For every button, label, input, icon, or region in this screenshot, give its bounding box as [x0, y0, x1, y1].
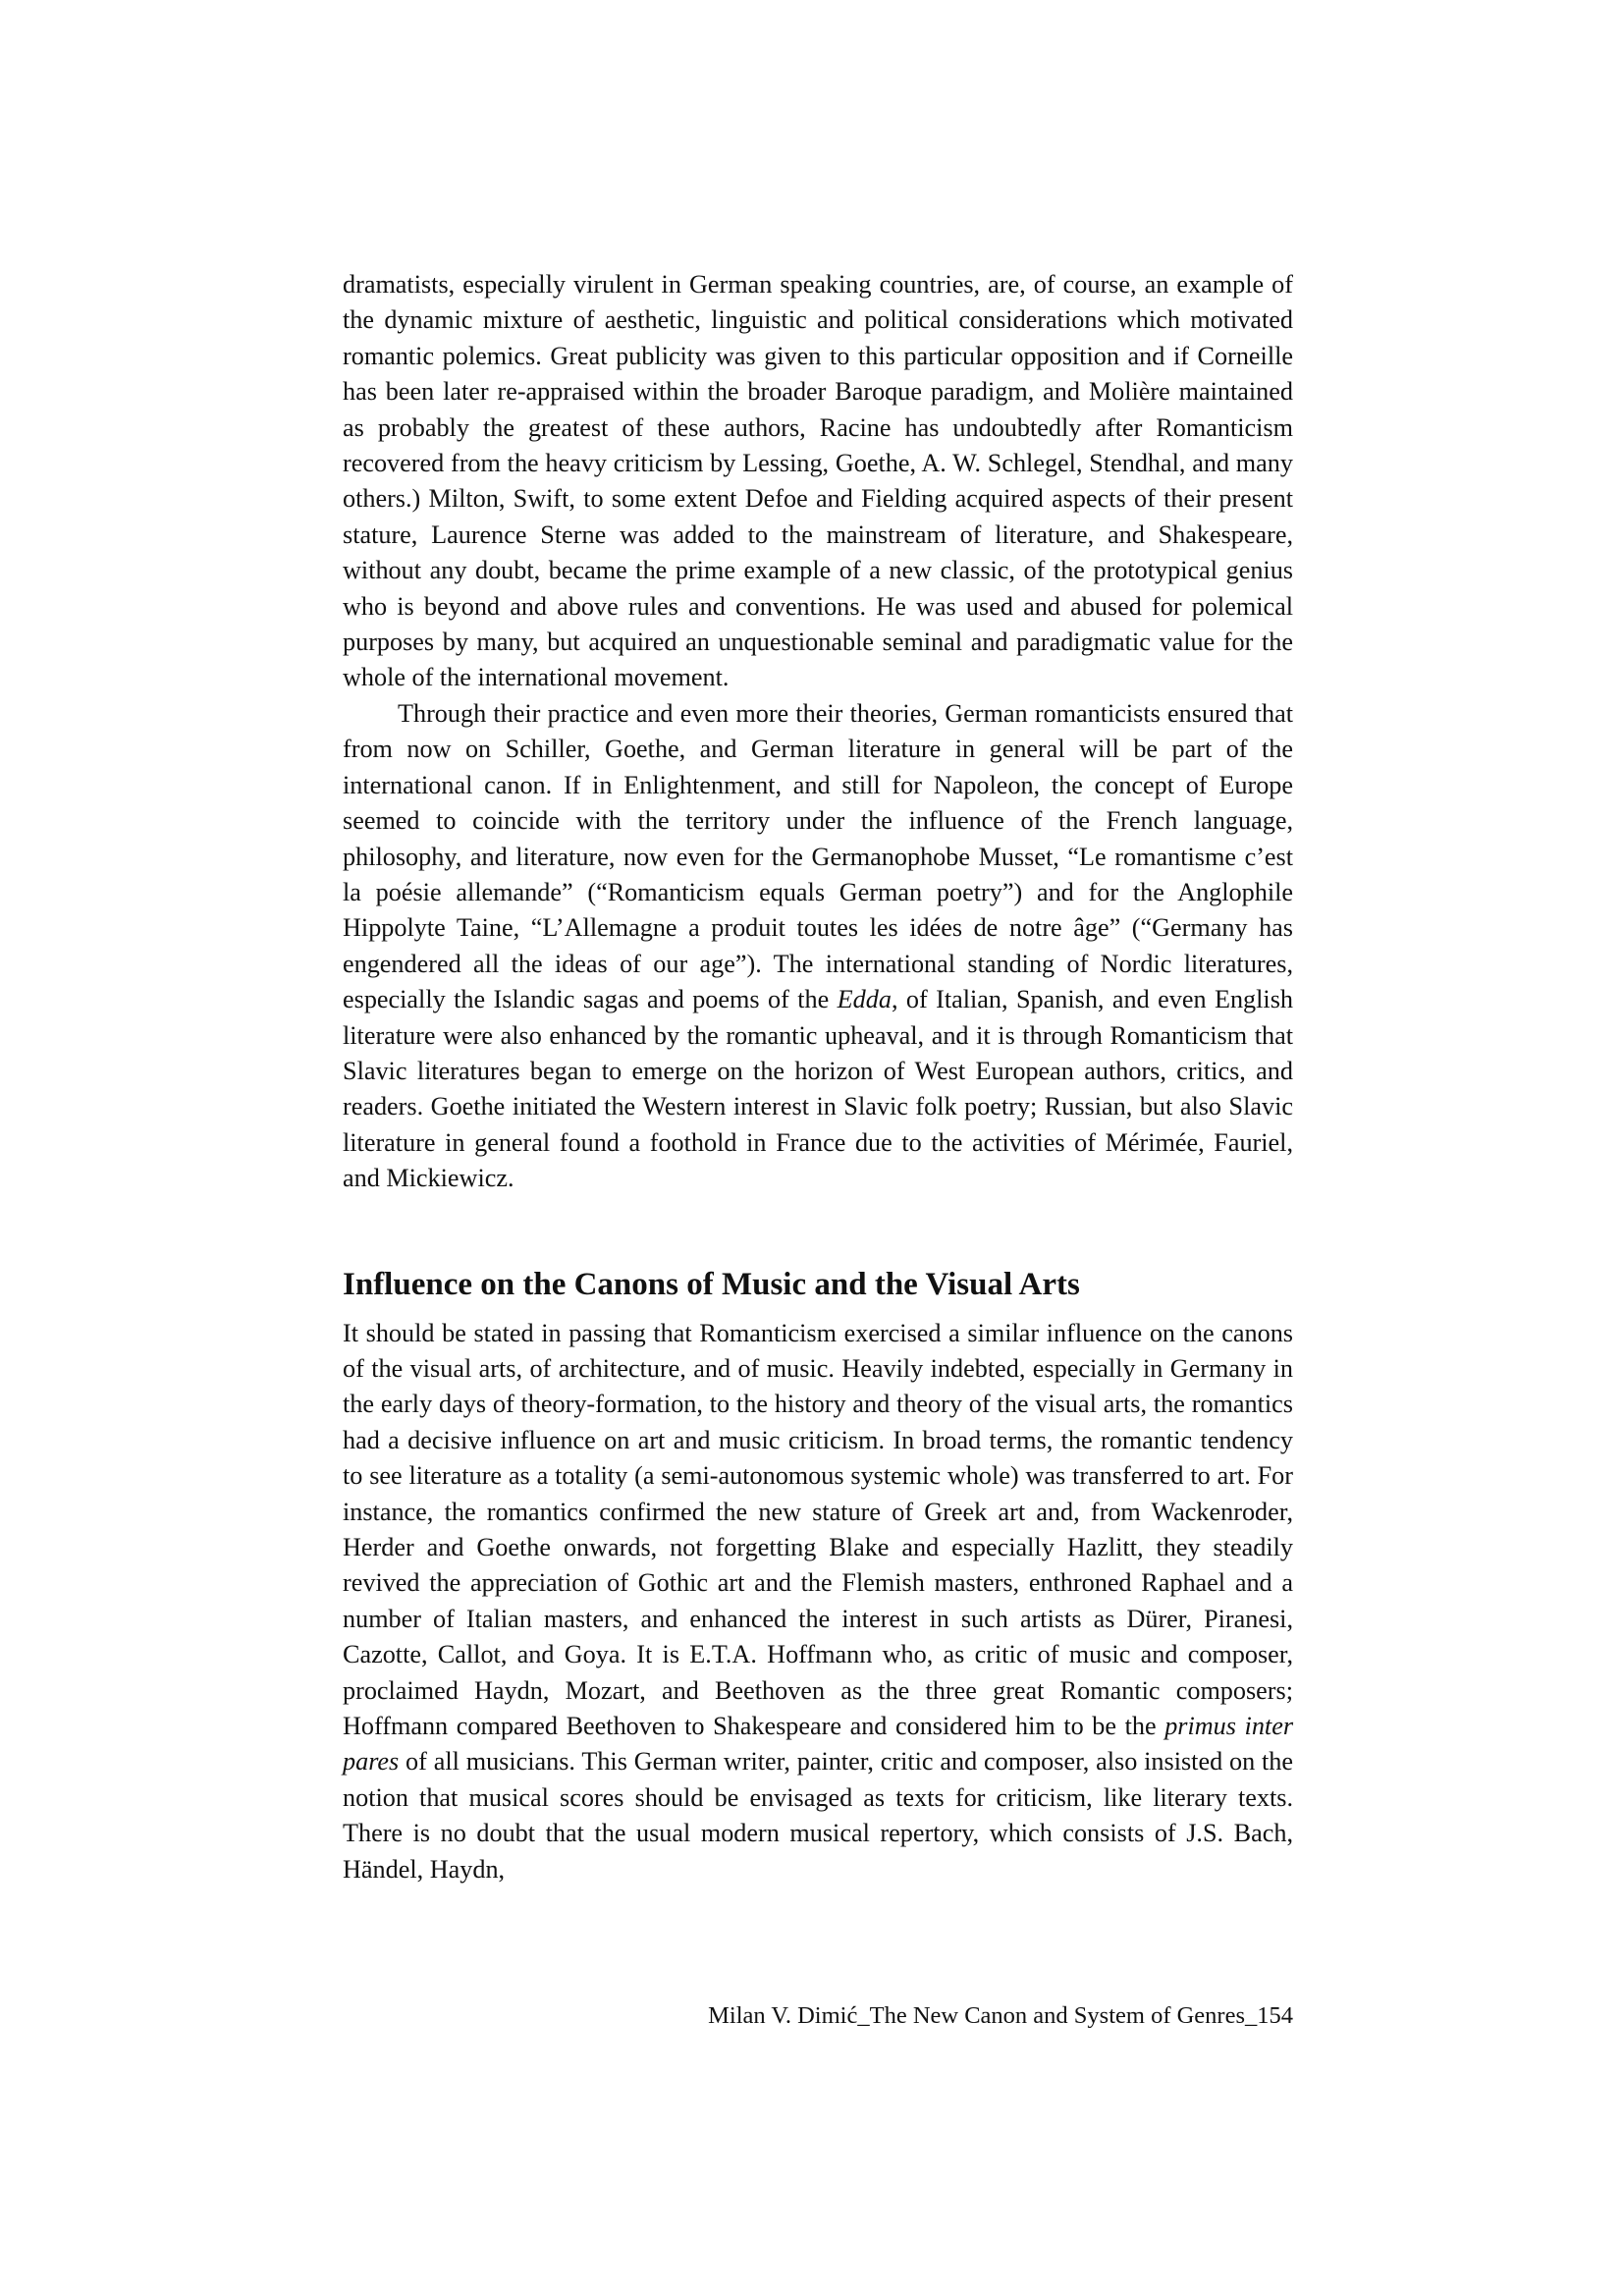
text-run: , of Italian, Spanish, and even English literature were also enhanced by the romantic upheaval, and it is through Romanticism that Slavic literatures began to emerge on the horizon of West European authors, critics, and readers. Goethe initiated the Western interest in Slavic folk poetry; Russian, but also Slavic literature in general found a foothold in France due to the activities of Mérimée, Fauriel, and Mickiewicz.: [343, 985, 1293, 1193]
text-run: dramatists, especially virulent in German speaking countries, are, of course, an example of the dynamic mixture of aesthetic, linguistic and political considerations which motivated romantic polemics. Great publicity was given to this particular opposition and if Corneille has been later re-appraised within the broader Baroque paradigm, and Molière maintained as probably the greatest of these authors, Racine has undoubtedly after Romanticism recovered from the heavy criticism by Lessing, Goethe, A. W. Schlegel, Stendhal, and many others.) Milton, Swift, to some extent Defoe and Fielding acquired aspects of their present stature, Laurence Sterne was added to the mainstream of literature, and Shakespeare, without any doubt, became the prime example of a new classic, of the prototypical genius who is beyond and above rules and conventions. He was used and abused for polemical purposes by many, but acquired an unquestionable seminal and paradigmatic value for the whole of the international movement.: [343, 270, 1293, 692]
body-paragraph-1: [343, 267, 1293, 696]
body-paragraph-2: [343, 696, 1293, 1197]
page-footer: Milan V. Dimić_The New Canon and System of Genres_154: [708, 2002, 1293, 2029]
page-body: [343, 267, 1293, 1887]
text-run: of all musicians. This German writer, painter, critic and composer, also insisted on the notion that musical scores should be envisaged as texts for criticism, like literary texts. There is no doubt that the usual modern musical repertory, which consists of J.S. Bach, Händel, Haydn,: [343, 1747, 1293, 1884]
italic-title-edda: Edda: [837, 985, 892, 1014]
text-run: It should be stated in passing that Romanticism exercised a similar influence on the canons of the visual arts, of architecture, and of music. Heavily indebted, especially in Germany in the early days of theory-formation, to the history and theory of the visual arts, the romantics had a decisive influence on art and music criticism. In broad terms, the romantic tendency to see literature as a totality (a semi-autonomous systemic whole) was transferred to art. For instance, the romantics confirmed the new stature of Greek art and, from Wackenroder, Herder and Goethe onwards, not forgetting Blake and especially Hazlitt, they steadily revived the appreciation of Gothic art and the Flemish masters, enthroned Raphael and a number of Italian masters, and enhanced the interest in such artists as Dürer, Piranesi, Cazotte, Callot, and Goya. It is E.T.A. Hoffmann who, as critic of music and composer, proclaimed Haydn, Mozart, and Beethoven as the three great Romantic composers; Hoffmann compared Beethoven to Shakespeare and considered him to be the: [343, 1318, 1293, 1741]
text-run: Through their practice and even more their theories, German romanticists ensured that from now on Schiller, Goethe, and German literature in general will be part of the international canon. If in Enlightenment, and still for Napoleon, the concept of Europe seemed to coincide with the territory under the influence of the French language, philosophy, and literature, now even for the Germanophobe Musset, “Le romantisme c’est la poésie allemande” (“Romanticism equals German poetry”) and for the Anglophile Hippolyte Taine, “L’Allemagne a produit toutes les idées de notre âge” (“Germany has engendered all the ideas of our age”). The international standing of Nordic literatures, especially the Islandic sagas and poems of the: [343, 698, 1293, 1014]
italic-phrase-primus-inter-pares: primus inter pares: [343, 1712, 1294, 1777]
section-heading: Influence on the Canons of Music and the Visual Arts: [343, 1266, 1080, 1302]
body-paragraph-3: [343, 1316, 1293, 1888]
